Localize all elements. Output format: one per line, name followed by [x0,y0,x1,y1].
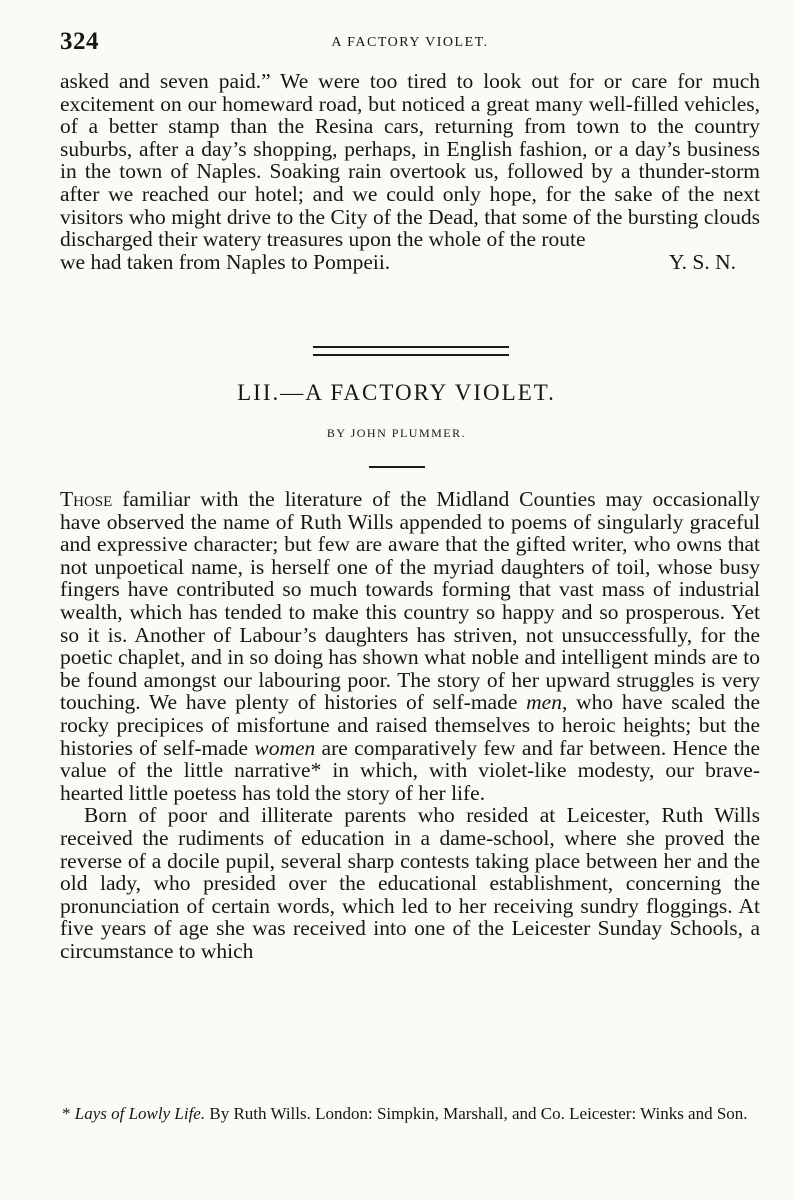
footnote-text: By Ruth Wills. London: Simpkin, Marshall, and Co. Leicester: Winks and Son. [205,1104,748,1123]
paragraph-1-text-a: familiar with the literature of the Midland Counties may occasionally have observed the name of Ruth Wills appended to poems of singularly graceful and expressive character; but few are aware that the gifted writer, who owns that not unpoetical name, is herself one of the myriad daughters of toil, whose busy fingers have contributed so much towards forming that vast mass of industrial wealth, which has tended to make this country so happy and so prosperous. Yet so it is. Another of Labour’s daughters has striven, not unsuccessfully, for the poetic chaplet, and in so doing has shown what noble and intelligent minds are to be found amongst our labouring poor. The story of her upward struggles is very touching. We have plenty of histories of self-made [60,487,760,715]
paragraph-1 [60,488,760,804]
paragraph-1-text-b: , who have scaled the rocky precipices of misfortune and raised themselves to heroic heights; but the histories of self-made [60,690,760,760]
paragraph-2: Born of poor and illiterate parents who resided at Leicester, Ruth Wills received the rudiments of education in a dame-school, where she proved the reverse of a docile pupil, several sharp contests taking place between her and the old lady, who presided over the educational establishment, concerning the pronunciation of certain words, which led to her receiving sundry floggings. At five years of age she was received into one of the Leicester Sunday Schools, a circumstance to which [60,803,760,963]
footnote-book-title: Lays of Lowly Life. [74,1104,206,1123]
signature-line [60,251,760,274]
article-byline: BY JOHN PLUMMER. [326,426,467,440]
page-number: 324 [60,28,99,55]
section-divider [313,346,509,356]
article-body [60,488,760,962]
italic-women: women [254,735,316,760]
running-title: A FACTORY VIOLET. [331,35,489,50]
footnote-marker: * [62,1104,71,1123]
italic-men: men [526,690,562,715]
running-header [60,28,760,58]
article-title: LII.—A FACTORY VIOLET. [237,380,556,405]
footnote [50,1103,762,1125]
closing-paragraph: asked and seven paid.” We were too tired to look out for or care for much excitement on our homeward road, but noticed a great many well-filled vehicles, of a better stamp than the Resina cars, returning from town to the country suburbs, after a day’s shopping, perhaps, in English fashion, or a day’s business in the town of Naples. Soaking rain overtook us, followed by a thunder-storm after we reached our hotel; and we could only hope, for the sake of the next visitors who might drive to the City of the Dead, that some of the bursting clouds discharged their watery treasures upon the whole of the route [60,69,760,252]
lead-word: Those [60,487,113,511]
paragraph-1-text-c: are comparatively few and far between. Hence the value of the little narrative* in which, with violet-like modesty, our brave-hearted little poetess has told the story of her life. [60,735,761,805]
title-rule [369,466,425,468]
previous-article-ending [60,70,760,273]
closing-last-line: we had taken from Naples to Pompeii. [60,249,391,274]
author-signature: Y. S. N. [668,249,736,274]
